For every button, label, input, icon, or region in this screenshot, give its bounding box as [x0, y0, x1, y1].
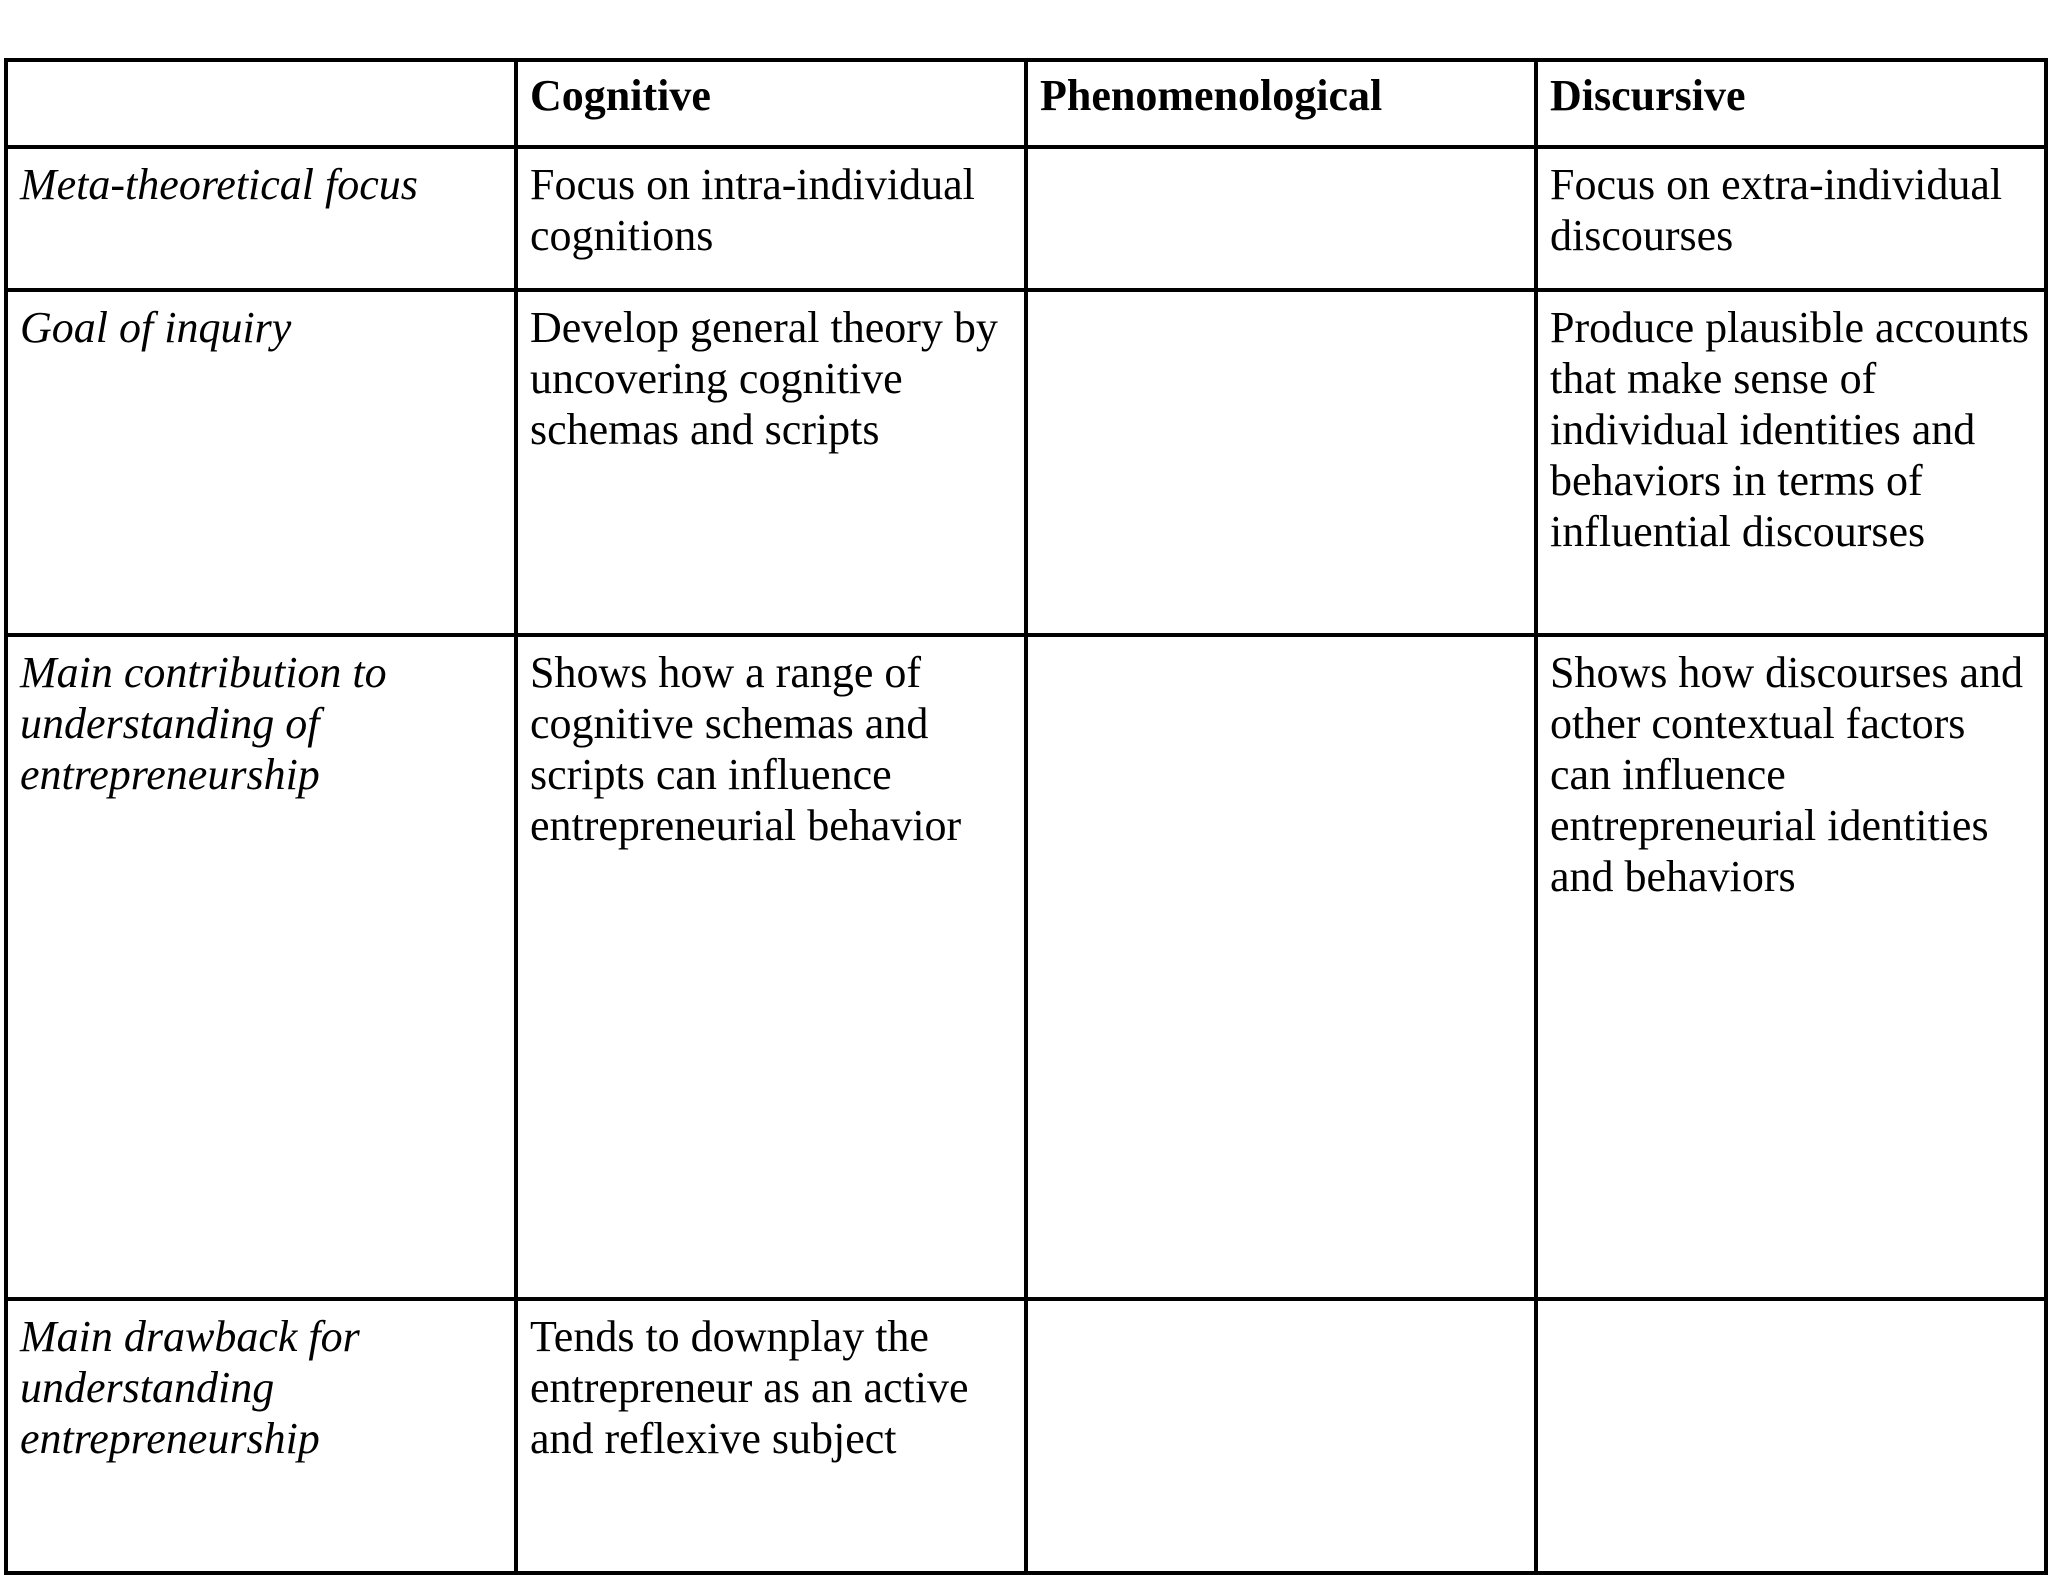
row-label-main-contribution: Main contribution to understanding of entrepreneurship	[6, 635, 516, 1299]
header-cell-discursive: Discursive	[1536, 60, 2046, 147]
header-cell-empty	[6, 60, 516, 147]
header-row	[6, 60, 2046, 147]
cell-cognitive: Shows how a range of cognitive schemas and scripts can influence entrepreneurial behavior	[516, 635, 1026, 1299]
row-label-main-drawback: Main drawback for understanding entrepreneurship	[6, 1299, 516, 1573]
table-row	[6, 1299, 2046, 1573]
cell-phenomenological	[1026, 635, 1536, 1299]
table-row	[6, 635, 2046, 1299]
comparison-table	[4, 58, 2048, 1575]
cell-cognitive: Develop general theory by uncovering cognitive schemas and scripts	[516, 290, 1026, 635]
cell-phenomenological	[1026, 1299, 1536, 1573]
table-row	[6, 147, 2046, 290]
cell-discursive: Focus on extra-individual discourses	[1536, 147, 2046, 290]
cell-discursive: Shows how discourses and other contextual factors can influence entrepreneurial identities and behaviors	[1536, 635, 2046, 1299]
row-label-goal-of-inquiry: Goal of inquiry	[6, 290, 516, 635]
cell-cognitive: Tends to downplay the entrepreneur as an active and reflexive subject	[516, 1299, 1026, 1573]
header-cell-phenomenological: Phenomenological	[1026, 60, 1536, 147]
cell-phenomenological	[1026, 147, 1536, 290]
row-label-meta-theoretical-focus: Meta-theoretical focus	[6, 147, 516, 290]
cell-cognitive: Focus on intra-individual cognitions	[516, 147, 1026, 290]
cell-discursive: Produce plausible accounts that make sense of individual identities and behaviors in terms of influential discourses	[1536, 290, 2046, 635]
cell-phenomenological	[1026, 290, 1536, 635]
cell-discursive	[1536, 1299, 2046, 1573]
table-row	[6, 290, 2046, 635]
header-cell-cognitive: Cognitive	[516, 60, 1026, 147]
